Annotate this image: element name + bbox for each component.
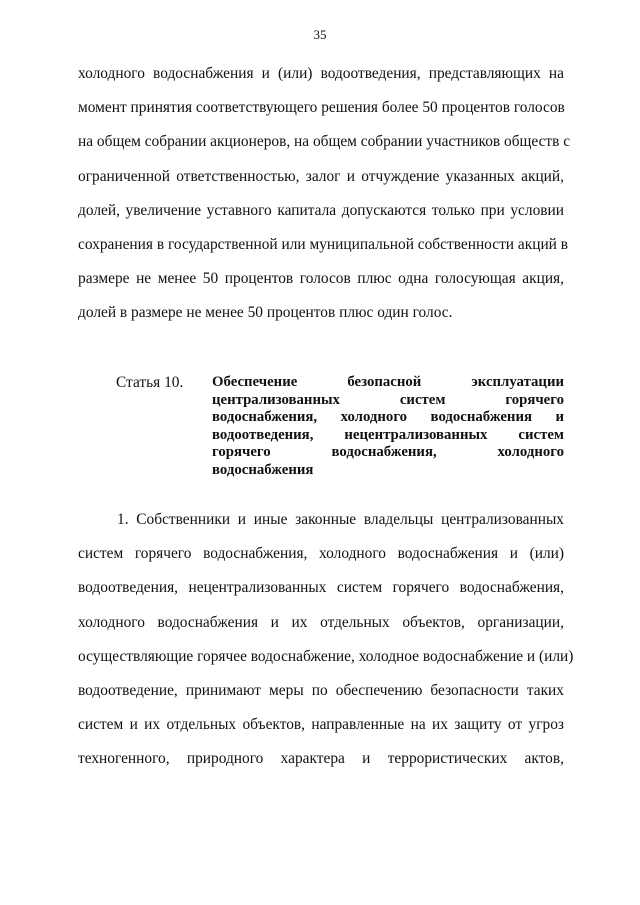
article-title — [212, 374, 564, 479]
article-label: Статья 10. — [116, 374, 184, 391]
article-title-line: Обеспечение безопасной эксплуатации — [212, 374, 564, 390]
article-title-line: горячего водоснабжения, холодного — [212, 444, 564, 460]
text-line: момент принятия соответствующего решения более 50 процентов голосов — [78, 99, 565, 117]
paragraph-1 — [78, 57, 571, 331]
text-line: техногенного, природного характера и террористических актов, — [78, 750, 564, 768]
page-number: 35 — [313, 27, 327, 42]
text-line: размере не менее 50 процентов голосов плюс одна голосующая акция, — [78, 270, 564, 288]
article-heading — [0, 374, 640, 484]
paragraph-2 — [78, 503, 574, 777]
text-line: на общем собрании акционеров, на общем собрании участников обществ с — [78, 133, 571, 151]
article-title-line: водоснабжения, холодного водоснабжения и — [212, 409, 564, 425]
text-line: сохранения в государственной или муниципальной собственности акций в — [78, 235, 569, 253]
text-line: систем горячего водоснабжения, холодного водоснабжения и (или) — [78, 545, 564, 563]
text-line: водоотведения, нецентрализованных систем горячего водоснабжения, — [78, 579, 564, 597]
article-title-line: централизованных систем горячего — [212, 391, 564, 408]
text-line: систем и их отдельных объектов, направленные на их защиту от угроз — [78, 716, 564, 734]
text-line: 1. Собственники и иные законные владельцы централизованных — [117, 511, 564, 528]
text-line: осуществляющие горячее водоснабжение, холодное водоснабжение и (или) — [78, 647, 574, 665]
article-title-line: водоснабжения — [212, 461, 314, 478]
text-line: холодного водоснабжения и их отдельных объектов, организации, — [78, 613, 564, 631]
text-line: ограниченной ответственностью, залог и отчуждение указанных акций, — [78, 167, 564, 185]
text-line: долей, увеличение уставного капитала допускаются только при условии — [78, 201, 564, 219]
text-line: долей в размере не менее 50 процентов плюс один голос. — [78, 304, 453, 322]
article-title-line: водоотведения, нецентрализованных систем — [212, 426, 564, 443]
text-line: водоотведение, принимают меры по обеспечению безопасности таких — [78, 681, 564, 699]
text-line: холодного водоснабжения и (или) водоотведения, представляющих на — [78, 65, 564, 82]
